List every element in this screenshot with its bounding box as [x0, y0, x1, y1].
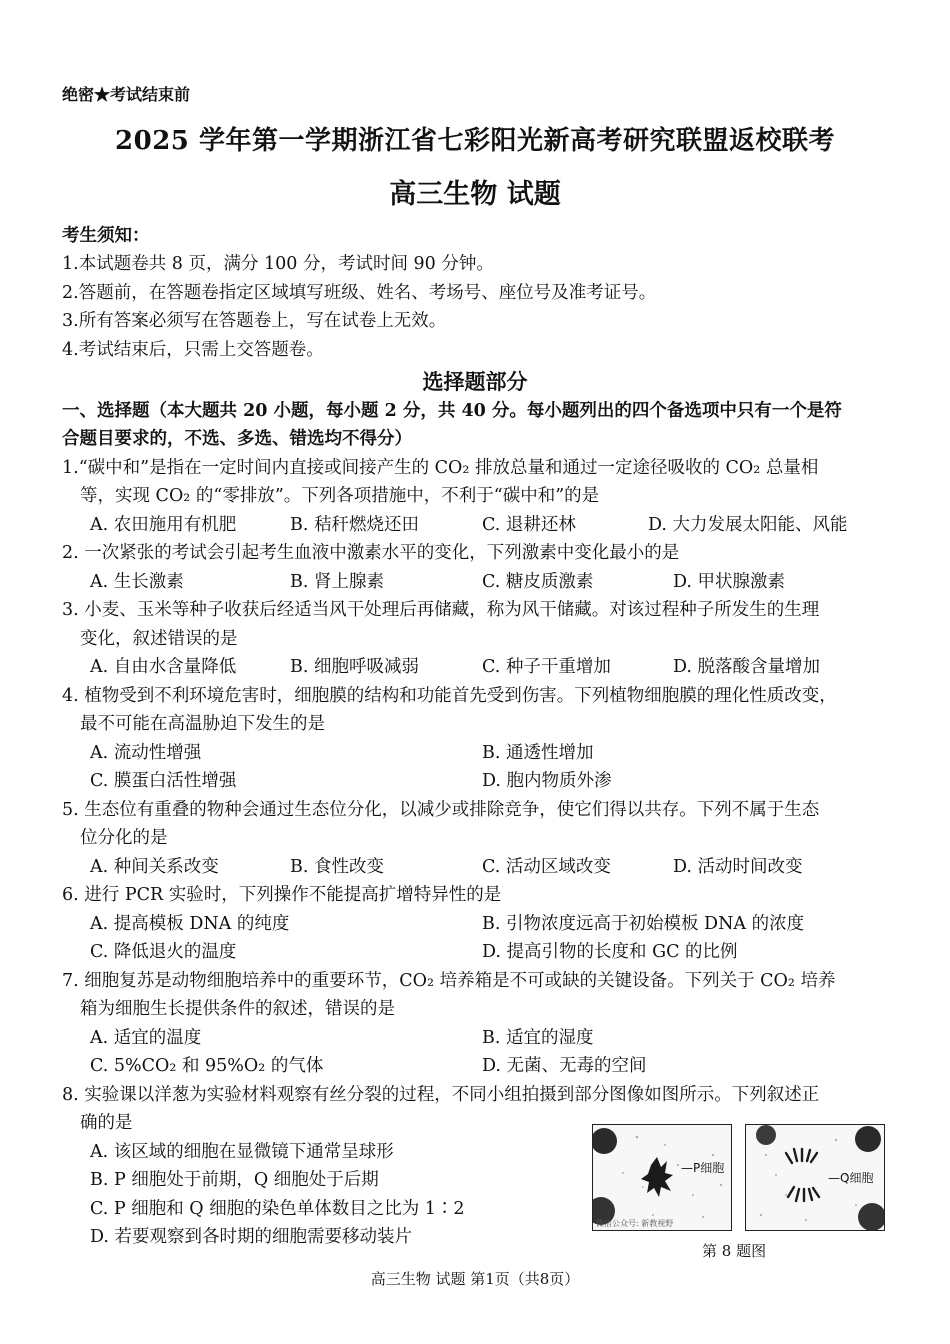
q4-option-c: C. 膜蛋白活性增强 — [90, 771, 237, 791]
q6-option-c: C. 降低退火的温度 — [90, 942, 237, 962]
q5-option-d: D. 活动时间改变 — [673, 857, 803, 877]
section-title: 选择题部分 — [422, 369, 528, 394]
q8-option-d: D. 若要观察到各时期的细胞需要移动装片 — [90, 1227, 413, 1247]
question-3-stem: 3. 小麦、玉米等种子收获后经适当风干处理后再储藏，称为风干储藏。对该过程种子所发生的生理 — [62, 600, 820, 620]
q3-option-b: B. 细胞呼吸减弱 — [290, 657, 419, 677]
section-instruction-cont: 合题目要求的，不选、多选、错选均不得分） — [62, 429, 412, 449]
question-7-stem: 7. 细胞复苏是动物细胞培养中的重要环节，CO₂ 培养箱是不可或缺的关键设备。下列关于 CO₂ 培养 — [62, 971, 836, 991]
question-2-stem: 2. 一次紧张的考试会引起考生血液中激素水平的变化，下列激素中变化最小的是 — [62, 543, 680, 563]
exam-title: 2025 学年第一学期浙江省七彩阳光新高考研究联盟返校联考 — [115, 126, 835, 156]
q7-option-d: D. 无菌、无毒的空间 — [482, 1056, 647, 1076]
question-6-stem: 6. 进行 PCR 实验时，下列操作不能提高扩增特异性的是 — [62, 885, 502, 905]
section-instruction: 一、选择题（本大题共 20 小题，每小题 2 分，共 40 分。每小题列出的四个备选项中只有一个是符 — [62, 401, 842, 421]
q1-option-a: A. 农田施用有机肥 — [90, 515, 237, 535]
p-cell-label: —P细胞 — [681, 1161, 725, 1175]
notice-heading: 考生须知： — [62, 226, 150, 246]
q8-option-a: A. 该区域的细胞在显微镜下通常呈球形 — [90, 1142, 394, 1162]
q4-option-d: D. 胞内物质外渗 — [482, 771, 612, 791]
q2-option-c: C. 糖皮质激素 — [482, 572, 594, 592]
q6-option-b: B. 引物浓度远高于初始模板 DNA 的浓度 — [482, 914, 805, 934]
question-8-stem: 8. 实验课以洋葱为实验材料观察有丝分裂的过程，不同小组拍摄到部分图像如图所示。下列叙述正 — [62, 1085, 820, 1105]
q4-option-b: B. 通透性增加 — [482, 743, 594, 763]
q7-option-c: C. 5%CO₂ 和 95%O₂ 的气体 — [90, 1056, 324, 1076]
question-1-stem: 1.“碳中和”是指在一定时间内直接或间接产生的 CO₂ 排放总量和通过一定途径吸收的 CO₂ 总量相 — [62, 458, 819, 478]
q8-option-b: B. P 细胞处于前期，Q 细胞处于后期 — [90, 1170, 379, 1190]
micrograph-q-cell — [745, 1124, 885, 1231]
question-5-stem-cont: 位分化的是 — [80, 828, 168, 848]
notice-item: 2.答题前，在答题卷指定区域填写班级、姓名、考场号、座位号及准考证号。 — [62, 283, 657, 303]
q3-option-c: C. 种子干重增加 — [482, 657, 611, 677]
q-cell-label: —Q细胞 — [828, 1171, 874, 1185]
figure-caption: 第 8 题图 — [702, 1242, 767, 1260]
q3-option-a: A. 自由水含量降低 — [90, 657, 237, 677]
notice-item: 3.所有答案必须写在答题卷上，写在试卷上无效。 — [62, 311, 447, 331]
q4-option-a: A. 流动性增强 — [90, 743, 202, 763]
question-8-stem-cont: 确的是 — [80, 1113, 133, 1133]
q6-option-a: A. 提高模板 DNA 的纯度 — [90, 914, 290, 934]
page-footer: 高三生物 试题 第1页（共8页） — [370, 1270, 580, 1288]
micrograph-p-cell — [592, 1124, 732, 1231]
q5-option-c: C. 活动区域改变 — [482, 857, 611, 877]
q2-option-b: B. 肾上腺素 — [290, 572, 384, 592]
confidential-label: 绝密★考试结束前 — [62, 85, 191, 104]
q8-option-c: C. P 细胞和 Q 细胞的染色单体数目之比为 1∶2 — [90, 1199, 465, 1219]
exam-subtitle: 高三生物 试题 — [389, 179, 561, 210]
q5-option-b: B. 食性改变 — [290, 857, 384, 877]
question-5-stem: 5. 生态位有重叠的物种会通过生态位分化，以减少或排除竞争，使它们得以共存。下列不属于生态 — [62, 800, 820, 820]
q1-option-d: D. 大力发展太阳能、风能 — [648, 515, 848, 535]
question-1-stem-cont: 等，实现 CO₂ 的“零排放”。下列各项措施中，不利于“碳中和”的是 — [80, 486, 600, 506]
question-4-stem-cont: 最不可能在高温胁迫下发生的是 — [80, 714, 325, 734]
micrograph-q-image — [746, 1125, 884, 1230]
q1-option-b: B. 秸秆燃烧还田 — [290, 515, 419, 535]
question-7-stem-cont: 箱为细胞生长提供条件的叙述，错误的是 — [80, 999, 395, 1019]
watermark: 微信公众号: 新教视野 — [596, 1219, 674, 1228]
micrograph-p-image — [593, 1125, 731, 1230]
notice-item: 4.考试结束后，只需上交答题卷。 — [62, 340, 324, 360]
q1-option-c: C. 退耕还林 — [482, 515, 576, 535]
question-3-stem-cont: 变化，叙述错误的是 — [80, 629, 238, 649]
q3-option-d: D. 脱落酸含量增加 — [673, 657, 821, 677]
notice-item: 1.本试题卷共 8 页，满分 100 分，考试时间 90 分钟。 — [62, 254, 494, 274]
question-4-stem: 4. 植物受到不利环境危害时，细胞膜的结构和功能首先受到伤害。下列植物细胞膜的理化性质改变， — [62, 686, 837, 706]
q7-option-a: A. 适宜的温度 — [90, 1028, 202, 1048]
q2-option-d: D. 甲状腺激素 — [673, 572, 786, 592]
q7-option-b: B. 适宜的湿度 — [482, 1028, 594, 1048]
q5-option-a: A. 种间关系改变 — [90, 857, 219, 877]
q2-option-a: A. 生长激素 — [90, 572, 184, 592]
q6-option-d: D. 提高引物的长度和 GC 的比例 — [482, 942, 738, 962]
